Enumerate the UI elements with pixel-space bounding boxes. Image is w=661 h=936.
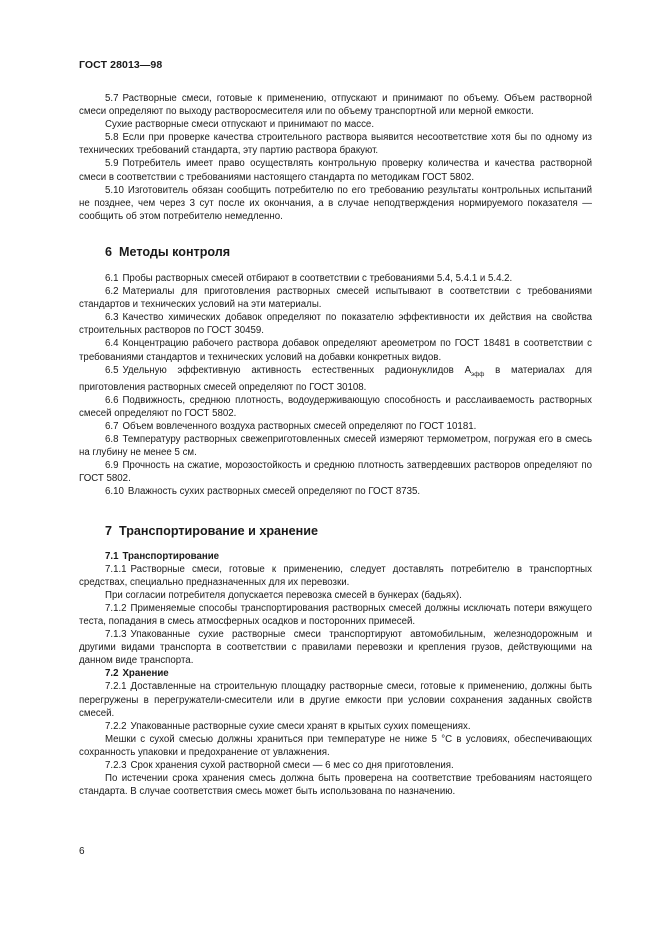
document-body <box>79 92 592 798</box>
subscript-eff: эфф <box>471 370 485 378</box>
clause-7-2-2: 7.2.2 Упакованные растворные сухие смеси хранят в крытых сухих помещениях. <box>105 720 471 732</box>
subsection-7-2-list <box>79 680 592 798</box>
clause-6-2: 6.2 Материалы для приготовления растворных смесей испытывают в соответствии с требованиями стандартов и технических условий на эти материалы. <box>79 286 592 311</box>
clause-7-1-1: 7.1.1 Растворные смеси, готовые к применению, следует доставлять потребителю в транспортных средствах, специально предназначенных для их перевозки. <box>79 563 592 588</box>
clause-7-1-3: 7.1.3 Упакованные сухие растворные смеси транспортируют автомобильным, железнодорожным и другими видами транспорта в соответствии с правилами перевозки и крепления грузов, действующими на данном виде транспорта. <box>79 629 592 667</box>
document-header: ГОСТ 28013—98 <box>79 59 163 71</box>
subsection-7-1-list <box>79 563 592 668</box>
clause-6-1: 6.1 Пробы растворных смесей отбирают в соответствии с требованиями 5.4, 5.4.1 и 5.4.2. <box>105 272 513 284</box>
page-number: 6 <box>79 846 85 857</box>
clause-6-5: 6.5 Удельную эффективную активность естественных радионуклидов $А_{эфф}$ в материалах для приготовления растворных смесей определяют по ГОСТ 30108. <box>79 364 592 393</box>
clause-5-10: 5.10 Изготовитель обязан сообщить потребителю по его требованию результаты контрольных испытаний не позднее, чем через 3 сут после их окончания, а в случае неподтверждения нормируемого показателя — сообщить об этом потребителю немедленно. <box>79 184 592 222</box>
clause-6-4: 6.4 Концентрацию рабочего раствора добавок определяют ареометром по ГОСТ 18481 в соответствии с требованиями стандартов и технических условий на добавки конкретных видов. <box>79 338 592 363</box>
clause-6-8: 6.8 Температуру растворных свежеприготовленных смесей измеряют термометром, погружая его в смесь на глубину не менее 5 см. <box>79 434 592 459</box>
clause-6-10: 6.10 Влажность сухих растворных смесей определяют по ГОСТ 8735. <box>105 486 421 498</box>
subsection-7-1-heading: 7.1 Транспортирование <box>105 550 220 562</box>
clause-5-9: 5.9 Потребитель имеет право осуществлять контрольную проверку количества и качества растворной смеси в соответствии с требованиями настоящего стандарта по методикам ГОСТ 5802. <box>79 158 592 183</box>
clause-6-6: 6.6 Подвижность, среднюю плотность, водоудерживающую способность и расслаиваемость растворных смесей определяют по ГОСТ 5802. <box>79 394 592 419</box>
subsection-7-2-heading: 7.2 Хранение <box>105 668 169 680</box>
section-5-list <box>79 92 592 223</box>
clause-7-2-2-note: Мешки с сухой смесью должны храниться при температуре не ниже 5 °С в условиях, обеспечивающих сохранность упаковки и предохранение от увлажнения. <box>79 733 592 758</box>
section-6-list <box>79 272 592 499</box>
section-6-heading: 6 Методы контроля <box>105 244 231 259</box>
clause-5-7-note: Сухие растворные смеси отпускают и принимают по массе. <box>105 119 375 131</box>
clause-6-9: 6.9 Прочность на сжатие, морозостойкость и среднюю плотность затвердевших растворов определяют по ГОСТ 5802. <box>79 460 592 485</box>
clause-6-7: 6.7 Объем вовлеченного воздуха растворных смесей определяют по ГОСТ 10181. <box>105 420 477 432</box>
clause-7-2-3: 7.2.3 Срок хранения сухой растворной смеси — 6 мес со дня приготовления. <box>105 760 454 772</box>
clause-7-1-1-note: При согласии потребителя допускается перевозка смесей в бункерах (бадьях). <box>105 589 462 601</box>
section-7-heading: 7 Транспортирование и хранение <box>105 523 318 538</box>
clause-6-3: 6.3 Качество химических добавок определяют по показателю эффективности их действия на свойства строительных растворов по ГОСТ 30459. <box>79 312 592 337</box>
clause-5-7: 5.7 Растворные смеси, готовые к применению, отпускают и принимают по объему. Объем растворной смеси определяют по выходу растворосмесителя или по объему транспортной или мерной емкости. <box>79 93 592 118</box>
clause-7-2-1: 7.2.1 Доставленные на строительную площадку растворные смеси, готовые к применению, должны быть перегружены в перегружатели-смесители или в другие емкости при условии сохранения заданных свойств смесей. <box>79 681 592 719</box>
clause-7-2-3-note: По истечении срока хранения смесь должна быть проверена на соответствие требованиям настоящего стандарта. В случае соответствия смесь может быть использована по назначению. <box>79 773 592 798</box>
clause-7-1-2: 7.1.2 Применяемые способы транспортирования растворных смесей должны исключать потери вяжущего теста, попадания в смесь атмосферных осадков и посторонних примесей. <box>79 602 592 627</box>
clause-5-8: 5.8 Если при проверке качества строительного раствора выявится несоответствие хотя бы по одному из технических требований стандарта, эту партию раствора бракуют. <box>79 132 592 157</box>
